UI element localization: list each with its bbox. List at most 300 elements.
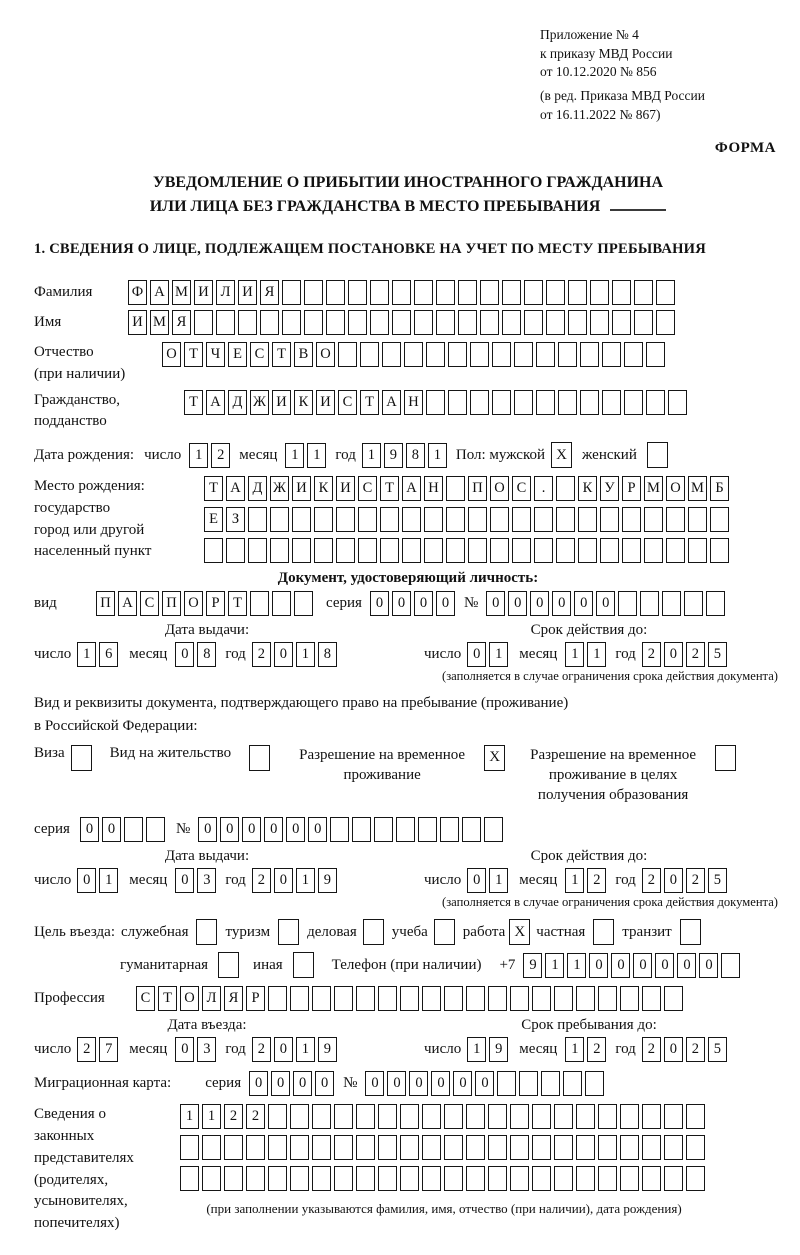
char-cell[interactable]: 2 — [587, 868, 606, 893]
char-cell[interactable] — [634, 280, 653, 305]
char-cell[interactable] — [656, 310, 675, 335]
char-cell[interactable] — [378, 1135, 397, 1160]
char-cell[interactable]: 0 — [589, 953, 608, 978]
char-cell[interactable]: З — [226, 507, 245, 532]
char-cell[interactable] — [268, 1135, 287, 1160]
char-cell[interactable] — [248, 507, 267, 532]
checkbox-edu-residence[interactable] — [715, 745, 736, 771]
char-cell[interactable] — [556, 507, 575, 532]
char-cell[interactable] — [554, 1104, 573, 1129]
char-cell[interactable] — [502, 280, 521, 305]
char-cell[interactable]: Б — [710, 476, 729, 501]
char-cell[interactable]: 0 — [102, 817, 121, 842]
char-cell[interactable] — [620, 1104, 639, 1129]
char-cell[interactable] — [642, 1166, 661, 1191]
char-cell[interactable]: Н — [424, 476, 443, 501]
char-cell[interactable] — [458, 310, 477, 335]
char-cell[interactable]: О — [316, 342, 335, 367]
char-cell[interactable]: 1 — [489, 642, 508, 667]
char-cell[interactable] — [721, 953, 740, 978]
char-cell[interactable] — [312, 1135, 331, 1160]
char-cell[interactable]: С — [136, 986, 155, 1011]
char-cell[interactable] — [312, 1166, 331, 1191]
char-cell[interactable] — [524, 280, 543, 305]
char-cell[interactable] — [400, 1135, 419, 1160]
char-cell[interactable] — [624, 390, 643, 415]
char-cell[interactable]: 0 — [175, 868, 194, 893]
char-cell[interactable]: 0 — [467, 642, 486, 667]
char-cell[interactable] — [618, 591, 637, 616]
char-cell[interactable] — [546, 310, 565, 335]
char-cell[interactable]: К — [294, 390, 313, 415]
char-cell[interactable] — [622, 507, 641, 532]
char-cell[interactable]: 0 — [414, 591, 433, 616]
char-cell[interactable]: Е — [204, 507, 223, 532]
char-cell[interactable] — [664, 1135, 683, 1160]
char-cell[interactable] — [422, 1166, 441, 1191]
char-cell[interactable]: С — [338, 390, 357, 415]
char-cell[interactable] — [688, 538, 707, 563]
char-cell[interactable]: 0 — [198, 817, 217, 842]
char-cell[interactable] — [402, 507, 421, 532]
char-cell[interactable] — [620, 1166, 639, 1191]
char-cell[interactable]: 2 — [252, 642, 271, 667]
char-cell[interactable] — [688, 507, 707, 532]
char-cell[interactable] — [576, 1135, 595, 1160]
char-cell[interactable] — [282, 280, 301, 305]
char-cell[interactable] — [541, 1071, 560, 1096]
char-cell[interactable] — [396, 817, 415, 842]
char-cell[interactable]: 0 — [453, 1071, 472, 1096]
char-cell[interactable]: 2 — [686, 1037, 705, 1062]
char-cell[interactable]: М — [172, 280, 191, 305]
char-cell[interactable] — [620, 986, 639, 1011]
char-cell[interactable]: 0 — [611, 953, 630, 978]
char-cell[interactable] — [400, 986, 419, 1011]
char-cell[interactable]: А — [402, 476, 421, 501]
char-cell[interactable] — [686, 1166, 705, 1191]
char-cell[interactable]: 1 — [428, 443, 447, 468]
char-cell[interactable]: 0 — [436, 591, 455, 616]
char-cell[interactable]: 1 — [296, 868, 315, 893]
char-cell[interactable]: Н — [404, 390, 423, 415]
char-cell[interactable]: 1 — [307, 443, 326, 468]
char-cell[interactable] — [414, 280, 433, 305]
char-cell[interactable] — [532, 1135, 551, 1160]
char-cell[interactable] — [180, 1135, 199, 1160]
char-cell[interactable]: А — [382, 390, 401, 415]
char-cell[interactable]: 5 — [708, 1037, 727, 1062]
char-cell[interactable] — [534, 507, 553, 532]
char-cell[interactable] — [634, 310, 653, 335]
char-cell[interactable]: 2 — [224, 1104, 243, 1129]
char-cell[interactable] — [314, 507, 333, 532]
char-cell[interactable]: 0 — [467, 868, 486, 893]
char-cell[interactable] — [404, 342, 423, 367]
checkbox-purpose-other[interactable] — [293, 952, 314, 978]
char-cell[interactable] — [668, 390, 687, 415]
char-cell[interactable] — [488, 986, 507, 1011]
char-cell[interactable] — [598, 1104, 617, 1129]
char-cell[interactable] — [268, 1104, 287, 1129]
char-cell[interactable] — [466, 986, 485, 1011]
char-cell[interactable]: К — [314, 476, 333, 501]
char-cell[interactable] — [598, 1166, 617, 1191]
char-cell[interactable] — [568, 280, 587, 305]
char-cell[interactable] — [440, 817, 459, 842]
char-cell[interactable] — [497, 1071, 516, 1096]
checkbox-purpose-official[interactable] — [196, 919, 217, 945]
char-cell[interactable]: 0 — [308, 817, 327, 842]
char-cell[interactable]: 9 — [489, 1037, 508, 1062]
char-cell[interactable]: С — [512, 476, 531, 501]
char-cell[interactable] — [330, 817, 349, 842]
char-cell[interactable] — [272, 591, 291, 616]
char-cell[interactable]: 0 — [175, 642, 194, 667]
char-cell[interactable]: П — [162, 591, 181, 616]
char-cell[interactable] — [436, 280, 455, 305]
checkbox-visa[interactable] — [71, 745, 92, 771]
char-cell[interactable]: 2 — [211, 443, 230, 468]
char-cell[interactable] — [336, 538, 355, 563]
char-cell[interactable]: 2 — [246, 1104, 265, 1129]
char-cell[interactable]: 0 — [293, 1071, 312, 1096]
char-cell[interactable] — [468, 538, 487, 563]
char-cell[interactable] — [312, 986, 331, 1011]
char-cell[interactable]: И — [272, 390, 291, 415]
char-cell[interactable]: Ж — [270, 476, 289, 501]
char-cell[interactable] — [554, 986, 573, 1011]
char-cell[interactable] — [488, 1166, 507, 1191]
char-cell[interactable] — [585, 1071, 604, 1096]
char-cell[interactable]: 1 — [296, 1037, 315, 1062]
char-cell[interactable]: К — [578, 476, 597, 501]
char-cell[interactable]: 1 — [565, 642, 584, 667]
char-cell[interactable]: 1 — [567, 953, 586, 978]
char-cell[interactable]: 0 — [508, 591, 527, 616]
char-cell[interactable]: П — [468, 476, 487, 501]
char-cell[interactable] — [622, 538, 641, 563]
char-cell[interactable] — [514, 342, 533, 367]
char-cell[interactable]: И — [336, 476, 355, 501]
char-cell[interactable] — [536, 390, 555, 415]
char-cell[interactable]: 0 — [655, 953, 674, 978]
char-cell[interactable] — [424, 507, 443, 532]
char-cell[interactable] — [470, 342, 489, 367]
char-cell[interactable]: 0 — [486, 591, 505, 616]
char-cell[interactable]: 6 — [99, 642, 118, 667]
char-cell[interactable]: 0 — [274, 868, 293, 893]
char-cell[interactable] — [268, 986, 287, 1011]
char-cell[interactable] — [356, 1166, 375, 1191]
char-cell[interactable] — [292, 538, 311, 563]
char-cell[interactable] — [356, 1104, 375, 1129]
char-cell[interactable] — [124, 817, 143, 842]
char-cell[interactable] — [470, 390, 489, 415]
char-cell[interactable]: У — [600, 476, 619, 501]
char-cell[interactable]: 1 — [202, 1104, 221, 1129]
char-cell[interactable] — [563, 1071, 582, 1096]
char-cell[interactable] — [546, 280, 565, 305]
char-cell[interactable]: Д — [248, 476, 267, 501]
char-cell[interactable] — [578, 538, 597, 563]
char-cell[interactable]: 0 — [664, 1037, 683, 1062]
char-cell[interactable] — [202, 1135, 221, 1160]
char-cell[interactable]: 0 — [315, 1071, 334, 1096]
char-cell[interactable] — [246, 1166, 265, 1191]
char-cell[interactable] — [358, 538, 377, 563]
char-cell[interactable] — [338, 342, 357, 367]
char-cell[interactable] — [602, 390, 621, 415]
char-cell[interactable] — [444, 1104, 463, 1129]
char-cell[interactable] — [290, 1135, 309, 1160]
char-cell[interactable] — [480, 310, 499, 335]
char-cell[interactable] — [422, 1104, 441, 1129]
char-cell[interactable]: 1 — [565, 868, 584, 893]
char-cell[interactable] — [282, 310, 301, 335]
char-cell[interactable]: И — [194, 280, 213, 305]
char-cell[interactable] — [290, 1166, 309, 1191]
char-cell[interactable] — [204, 538, 223, 563]
char-cell[interactable] — [392, 310, 411, 335]
char-cell[interactable]: 0 — [175, 1037, 194, 1062]
char-cell[interactable] — [710, 507, 729, 532]
checkbox-purpose-private[interactable] — [593, 919, 614, 945]
char-cell[interactable] — [612, 310, 631, 335]
char-cell[interactable] — [436, 310, 455, 335]
char-cell[interactable] — [334, 1104, 353, 1129]
char-cell[interactable] — [640, 591, 659, 616]
char-cell[interactable] — [580, 390, 599, 415]
char-cell[interactable]: 0 — [664, 642, 683, 667]
char-cell[interactable] — [576, 1104, 595, 1129]
char-cell[interactable]: 1 — [189, 443, 208, 468]
char-cell[interactable] — [238, 310, 257, 335]
char-cell[interactable] — [514, 390, 533, 415]
char-cell[interactable]: О — [184, 591, 203, 616]
char-cell[interactable]: С — [140, 591, 159, 616]
char-cell[interactable]: 1 — [489, 868, 508, 893]
char-cell[interactable]: 7 — [99, 1037, 118, 1062]
char-cell[interactable]: 8 — [406, 443, 425, 468]
char-cell[interactable]: А — [206, 390, 225, 415]
checkbox-gender-female[interactable] — [647, 442, 668, 468]
char-cell[interactable]: Л — [202, 986, 221, 1011]
char-cell[interactable] — [304, 310, 323, 335]
char-cell[interactable] — [532, 1104, 551, 1129]
char-cell[interactable] — [468, 507, 487, 532]
checkbox-gender-male[interactable]: X — [551, 442, 572, 468]
char-cell[interactable] — [666, 538, 685, 563]
char-cell[interactable] — [392, 280, 411, 305]
char-cell[interactable]: 0 — [664, 868, 683, 893]
char-cell[interactable] — [380, 538, 399, 563]
char-cell[interactable] — [418, 817, 437, 842]
char-cell[interactable] — [510, 1135, 529, 1160]
checkbox-purpose-business[interactable] — [363, 919, 384, 945]
char-cell[interactable] — [270, 538, 289, 563]
char-cell[interactable]: В — [294, 342, 313, 367]
char-cell[interactable] — [422, 986, 441, 1011]
char-cell[interactable]: 5 — [708, 868, 727, 893]
char-cell[interactable]: 0 — [249, 1071, 268, 1096]
char-cell[interactable] — [646, 390, 665, 415]
char-cell[interactable] — [422, 1135, 441, 1160]
char-cell[interactable] — [378, 986, 397, 1011]
char-cell[interactable] — [484, 817, 503, 842]
char-cell[interactable] — [492, 342, 511, 367]
char-cell[interactable] — [600, 538, 619, 563]
char-cell[interactable] — [380, 507, 399, 532]
char-cell[interactable]: 0 — [530, 591, 549, 616]
char-cell[interactable] — [226, 538, 245, 563]
char-cell[interactable]: 2 — [642, 1037, 661, 1062]
char-cell[interactable] — [290, 1104, 309, 1129]
char-cell[interactable]: 0 — [271, 1071, 290, 1096]
char-cell[interactable] — [488, 1135, 507, 1160]
char-cell[interactable] — [446, 507, 465, 532]
char-cell[interactable]: И — [128, 310, 147, 335]
char-cell[interactable]: 1 — [565, 1037, 584, 1062]
char-cell[interactable] — [578, 507, 597, 532]
char-cell[interactable]: Ф — [128, 280, 147, 305]
char-cell[interactable]: 9 — [523, 953, 542, 978]
char-cell[interactable] — [466, 1166, 485, 1191]
char-cell[interactable] — [590, 310, 609, 335]
char-cell[interactable]: А — [226, 476, 245, 501]
char-cell[interactable] — [510, 1166, 529, 1191]
char-cell[interactable]: О — [162, 342, 181, 367]
char-cell[interactable]: 2 — [686, 642, 705, 667]
char-cell[interactable] — [532, 986, 551, 1011]
char-cell[interactable]: 2 — [252, 868, 271, 893]
char-cell[interactable] — [202, 1166, 221, 1191]
char-cell[interactable]: 0 — [274, 642, 293, 667]
char-cell[interactable]: 0 — [274, 1037, 293, 1062]
char-cell[interactable] — [224, 1135, 243, 1160]
char-cell[interactable] — [402, 538, 421, 563]
char-cell[interactable]: 0 — [220, 817, 239, 842]
char-cell[interactable]: 8 — [197, 642, 216, 667]
char-cell[interactable] — [642, 1135, 661, 1160]
char-cell[interactable]: Р — [246, 986, 265, 1011]
char-cell[interactable] — [248, 538, 267, 563]
char-cell[interactable] — [664, 986, 683, 1011]
char-cell[interactable]: Я — [172, 310, 191, 335]
char-cell[interactable] — [686, 1135, 705, 1160]
char-cell[interactable]: 2 — [77, 1037, 96, 1062]
char-cell[interactable] — [558, 342, 577, 367]
char-cell[interactable] — [598, 1135, 617, 1160]
char-cell[interactable]: 9 — [318, 1037, 337, 1062]
char-cell[interactable]: Я — [224, 986, 243, 1011]
char-cell[interactable] — [644, 538, 663, 563]
char-cell[interactable] — [180, 1166, 199, 1191]
char-cell[interactable]: . — [534, 476, 553, 501]
char-cell[interactable] — [356, 1135, 375, 1160]
char-cell[interactable]: Т — [360, 390, 379, 415]
char-cell[interactable] — [448, 342, 467, 367]
char-cell[interactable] — [448, 390, 467, 415]
char-cell[interactable]: 2 — [642, 642, 661, 667]
char-cell[interactable] — [534, 538, 553, 563]
char-cell[interactable] — [646, 342, 665, 367]
char-cell[interactable] — [352, 817, 371, 842]
char-cell[interactable] — [270, 507, 289, 532]
char-cell[interactable] — [600, 507, 619, 532]
char-cell[interactable]: И — [238, 280, 257, 305]
char-cell[interactable]: Ч — [206, 342, 225, 367]
char-cell[interactable]: 0 — [370, 591, 389, 616]
char-cell[interactable] — [620, 1135, 639, 1160]
char-cell[interactable] — [370, 310, 389, 335]
char-cell[interactable] — [462, 817, 481, 842]
char-cell[interactable] — [216, 310, 235, 335]
char-cell[interactable] — [370, 280, 389, 305]
char-cell[interactable]: М — [644, 476, 663, 501]
char-cell[interactable] — [512, 538, 531, 563]
char-cell[interactable] — [458, 280, 477, 305]
char-cell[interactable] — [326, 280, 345, 305]
char-cell[interactable]: Т — [158, 986, 177, 1011]
char-cell[interactable] — [336, 507, 355, 532]
char-cell[interactable] — [356, 986, 375, 1011]
char-cell[interactable]: 1 — [77, 642, 96, 667]
char-cell[interactable] — [686, 1104, 705, 1129]
char-cell[interactable] — [502, 310, 521, 335]
char-cell[interactable] — [602, 342, 621, 367]
char-cell[interactable]: 0 — [392, 591, 411, 616]
char-cell[interactable] — [642, 1104, 661, 1129]
checkbox-purpose-tourism[interactable] — [278, 919, 299, 945]
char-cell[interactable]: 2 — [642, 868, 661, 893]
char-cell[interactable] — [446, 476, 465, 501]
char-cell[interactable] — [556, 538, 575, 563]
char-cell[interactable]: И — [292, 476, 311, 501]
char-cell[interactable] — [580, 342, 599, 367]
char-cell[interactable]: 0 — [365, 1071, 384, 1096]
char-cell[interactable]: С — [358, 476, 377, 501]
char-cell[interactable]: 0 — [699, 953, 718, 978]
char-cell[interactable] — [304, 280, 323, 305]
char-cell[interactable]: 0 — [431, 1071, 450, 1096]
char-cell[interactable]: 0 — [77, 868, 96, 893]
char-cell[interactable] — [710, 538, 729, 563]
char-cell[interactable] — [536, 342, 555, 367]
char-cell[interactable] — [490, 507, 509, 532]
char-cell[interactable]: 0 — [264, 817, 283, 842]
char-cell[interactable]: 0 — [475, 1071, 494, 1096]
checkbox-purpose-study[interactable] — [434, 919, 455, 945]
char-cell[interactable]: 0 — [286, 817, 305, 842]
char-cell[interactable] — [624, 342, 643, 367]
char-cell[interactable] — [374, 817, 393, 842]
char-cell[interactable] — [490, 538, 509, 563]
char-cell[interactable]: Т — [204, 476, 223, 501]
char-cell[interactable] — [662, 591, 681, 616]
char-cell[interactable]: Р — [622, 476, 641, 501]
char-cell[interactable] — [554, 1135, 573, 1160]
char-cell[interactable]: Д — [228, 390, 247, 415]
char-cell[interactable] — [444, 1135, 463, 1160]
char-cell[interactable] — [664, 1104, 683, 1129]
char-cell[interactable] — [292, 507, 311, 532]
char-cell[interactable] — [400, 1104, 419, 1129]
char-cell[interactable]: Т — [228, 591, 247, 616]
char-cell[interactable]: Т — [272, 342, 291, 367]
char-cell[interactable]: Р — [206, 591, 225, 616]
char-cell[interactable] — [510, 1104, 529, 1129]
